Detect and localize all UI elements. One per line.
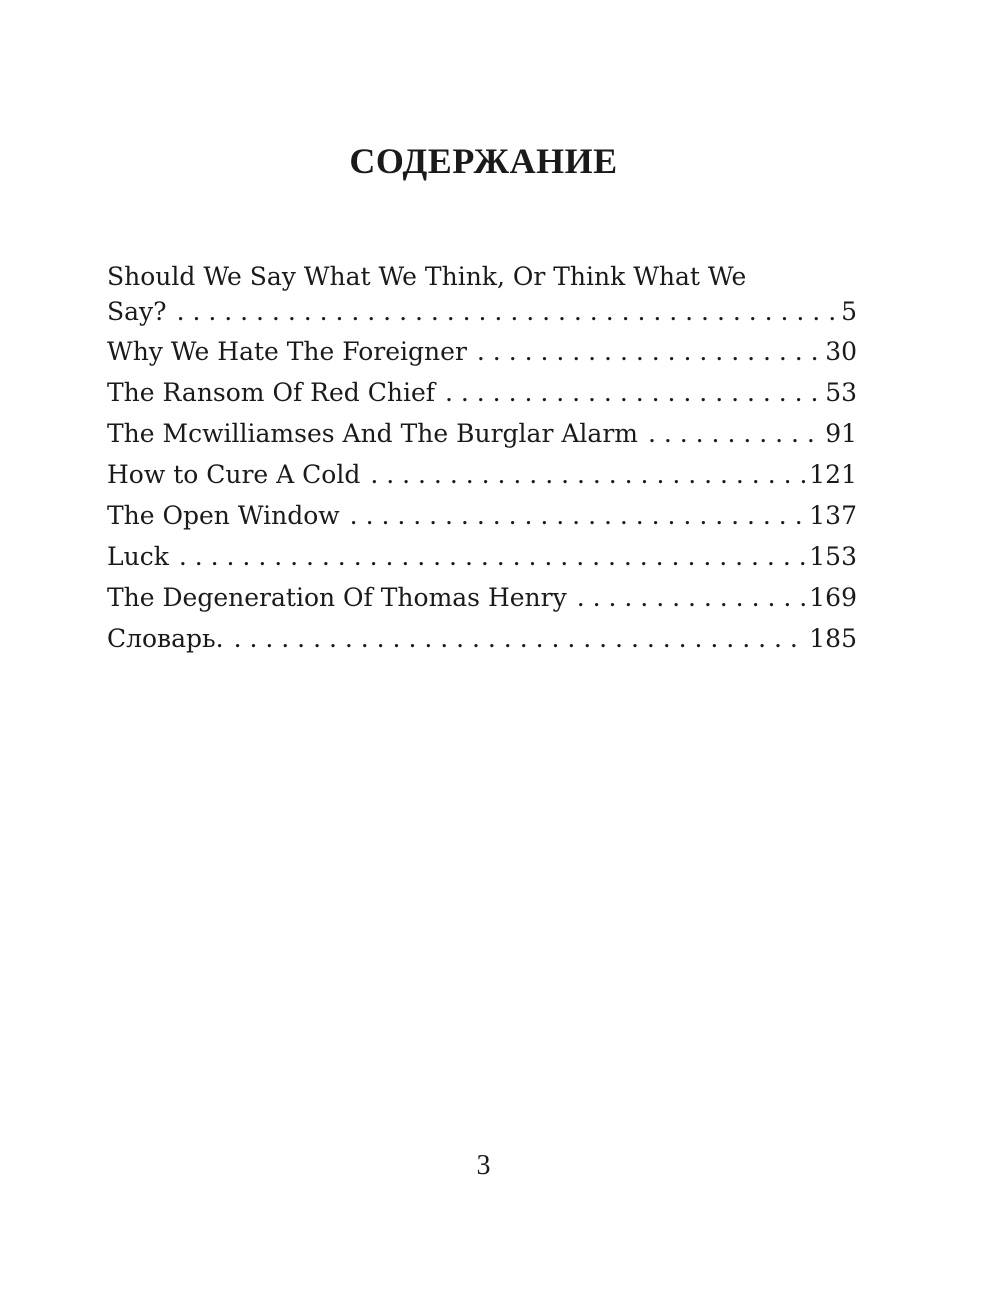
toc-entry-page: 5 (841, 297, 857, 326)
toc-entry (107, 372, 857, 413)
toc-entry-page: 169 (809, 583, 857, 612)
toc-entry-title: Словарь. (107, 624, 224, 653)
dot-leader (577, 577, 808, 618)
toc-entry (107, 495, 857, 536)
toc-entry (107, 413, 857, 454)
toc-entry-title: The Mcwilliamses And The Burglar Alarm (107, 419, 638, 448)
toc-entry-title: The Open Window (107, 501, 340, 530)
toc-entry-title: Why We Hate The Foreigner (107, 337, 467, 366)
toc-entry (107, 577, 857, 618)
toc-entry-page: 137 (809, 501, 857, 530)
toc-entry-title: Say? (107, 297, 167, 326)
toc-entry-page: 53 (825, 378, 857, 407)
dot-leader (445, 372, 823, 413)
toc-entry (107, 259, 857, 329)
toc-entry-line (107, 618, 857, 659)
toc-entry-title: Luck (107, 542, 169, 571)
toc-entry-title-line-1: Should We Say What We Think, Or Think What We (107, 262, 747, 291)
toc-entry-line (107, 577, 857, 618)
toc-entry-page: 30 (825, 337, 857, 366)
toc-entry-line (107, 295, 857, 329)
toc-entry-title: How to Cure A Cold (107, 460, 361, 489)
toc-entry (107, 618, 857, 659)
toc-entry (107, 536, 857, 577)
dot-leader (477, 331, 823, 372)
toc-entry-page: 91 (825, 419, 857, 448)
toc-entry-title: The Ransom Of Red Chief (107, 378, 435, 407)
dot-leader (177, 295, 840, 329)
toc-entry-page: 153 (809, 542, 857, 571)
toc-entry-line (107, 536, 857, 577)
page-title: СОДЕРЖАНИЕ (349, 141, 618, 181)
dot-leader (350, 495, 808, 536)
table-of-contents (107, 257, 857, 659)
toc-entry-line (107, 413, 857, 454)
dot-leader (179, 536, 807, 577)
page-number: 3 (476, 1150, 491, 1181)
toc-entry-line (107, 454, 857, 495)
toc-entry-line (107, 372, 857, 413)
toc-entry-page: 185 (809, 624, 857, 653)
toc-entry (107, 331, 857, 372)
toc-entry (107, 454, 857, 495)
dot-leader (648, 413, 823, 454)
toc-entry-line (107, 331, 857, 372)
dot-leader (234, 618, 808, 659)
toc-entry-line (107, 495, 857, 536)
toc-entry-title: The Degeneration Of Thomas Henry (107, 583, 567, 612)
dot-leader (370, 454, 807, 495)
toc-entry-page: 121 (809, 460, 857, 489)
